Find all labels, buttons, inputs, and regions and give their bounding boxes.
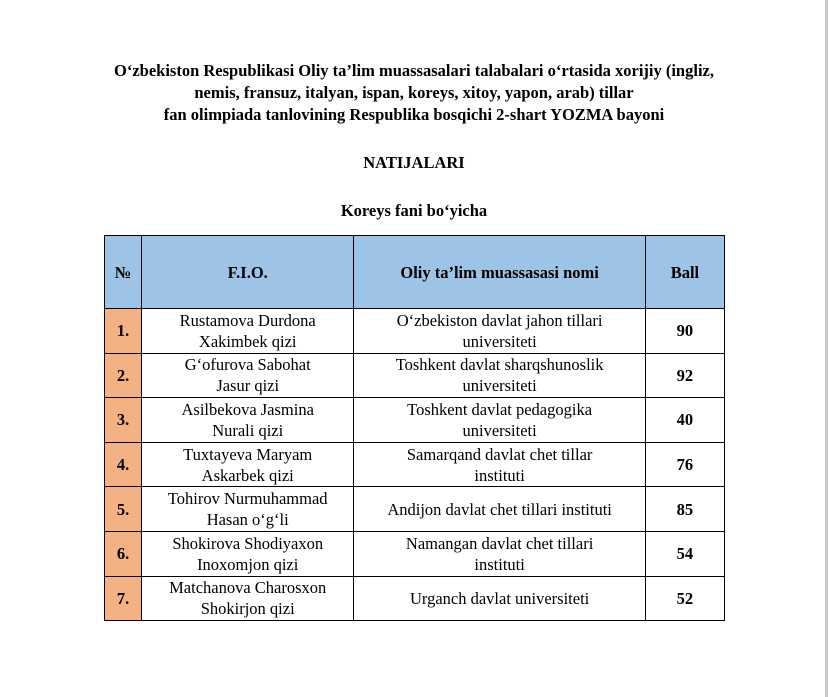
table-row: [105, 353, 725, 398]
subject-title: Koreys fani bo‘yicha: [340, 201, 488, 220]
row-number: 3.: [105, 398, 142, 443]
table-row: [105, 576, 725, 621]
student-name-line: Shokirova Shodiyaxon: [172, 533, 324, 553]
header-full-name: F.I.O.: [142, 236, 354, 309]
row-number: 6.: [105, 531, 142, 576]
row-number: 5.: [105, 487, 142, 532]
university-cell: [354, 353, 645, 398]
student-name-line: Asilbekova Jasmina: [181, 399, 314, 419]
document-heading: [0, 60, 828, 126]
student-name-line: Tohirov Nurmuhammad: [167, 489, 328, 509]
student-name-line: Shokirjon qizi: [200, 599, 295, 619]
university-cell: [354, 576, 645, 621]
student-name-cell: [142, 309, 354, 354]
student-name-line: Rustamova Durdona: [179, 310, 316, 330]
student-name-line: Xakimbek qizi: [198, 331, 297, 351]
results-title: NATIJALARI: [363, 153, 465, 172]
student-name-line: Hasan o‘g‘li: [206, 510, 289, 530]
university-line: Samarqand davlat chet tillar: [406, 444, 593, 464]
table-header-row: [105, 236, 725, 309]
header-university: Oliy ta’lim muassasasi nomi: [354, 236, 645, 309]
university-cell: [354, 398, 645, 443]
score-cell: 54: [645, 531, 724, 576]
student-name-line: Inoxomjon qizi: [197, 554, 299, 574]
table-row: [105, 398, 725, 443]
university-cell: [354, 309, 645, 354]
score-cell: 92: [645, 353, 724, 398]
table-row: [105, 531, 725, 576]
student-name-line: Jasur qizi: [216, 376, 280, 396]
university-line: universiteti: [462, 420, 537, 440]
score-cell: 85: [645, 487, 724, 532]
score-cell: 76: [645, 442, 724, 487]
student-name-line: Matchanova Charosxon: [169, 578, 327, 598]
university-line: Andijon davlat chet tillari instituti: [387, 499, 612, 519]
university-cell: [354, 487, 645, 532]
row-number: 7.: [105, 576, 142, 621]
results-table: [104, 235, 725, 621]
university-line: Urganch davlat universiteti: [409, 588, 590, 608]
university-line: Namangan davlat chet tillari: [405, 533, 594, 553]
university-line: O‘zbekiston davlat jahon tillari: [396, 310, 603, 330]
header-number: №: [105, 236, 142, 309]
student-name-cell: [142, 398, 354, 443]
university-line: instituti: [474, 554, 525, 574]
heading-line-2: nemis, fransuz, italyan, ispan, koreys, xitoy, yapon, arab) tillar: [194, 83, 634, 102]
student-name-cell: [142, 353, 354, 398]
score-cell: 52: [645, 576, 724, 621]
university-line: Toshkent davlat sharqshunoslik: [395, 355, 604, 375]
student-name-cell: [142, 531, 354, 576]
student-name-cell: [142, 576, 354, 621]
student-name-cell: [142, 442, 354, 487]
university-line: instituti: [474, 465, 525, 485]
university-line: universiteti: [462, 331, 537, 351]
row-number: 2.: [105, 353, 142, 398]
student-name-line: Tuxtayeva Maryam: [183, 444, 313, 464]
university-line: universiteti: [462, 376, 537, 396]
student-name-line: Nurali qizi: [212, 420, 284, 440]
score-cell: 40: [645, 398, 724, 443]
student-name-cell: [142, 487, 354, 532]
score-cell: 90: [645, 309, 724, 354]
table-row: [105, 442, 725, 487]
row-number: 4.: [105, 442, 142, 487]
results-table-body: [105, 309, 725, 621]
table-row: [105, 309, 725, 354]
university-cell: [354, 531, 645, 576]
header-score: Ball: [645, 236, 724, 309]
row-number: 1.: [105, 309, 142, 354]
heading-line-3: fan olimpiada tanlovining Respublika bosqichi 2-shart YOZMA bayoni: [163, 105, 665, 124]
table-row: [105, 487, 725, 532]
heading-line-1: O‘zbekiston Respublikasi Oliy ta’lim muassasalari talabalari o‘rtasida xorijiy (ingliz,: [114, 61, 714, 80]
university-cell: [354, 442, 645, 487]
university-line: Toshkent davlat pedagogika: [407, 399, 593, 419]
student-name-line: G‘ofurova Sabohat: [184, 355, 311, 375]
student-name-line: Askarbek qizi: [201, 465, 294, 485]
